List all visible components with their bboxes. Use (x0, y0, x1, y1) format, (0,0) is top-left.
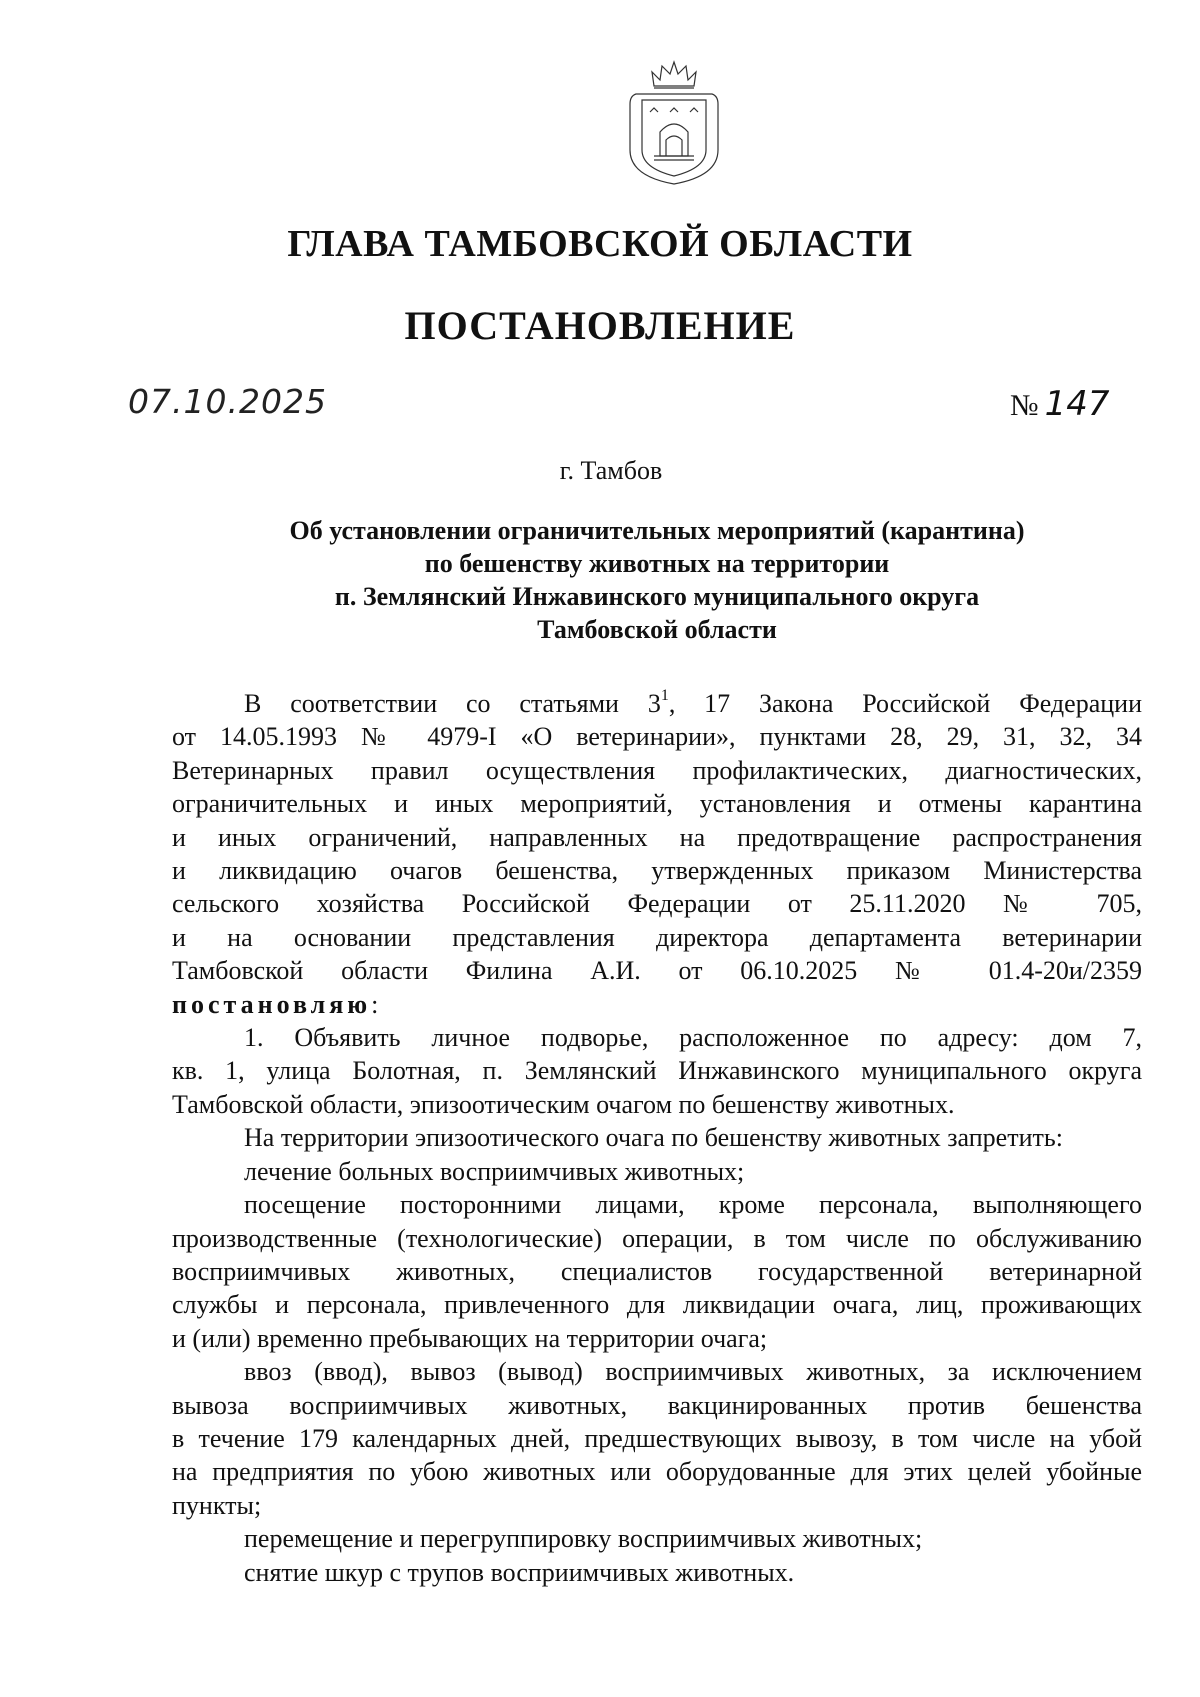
preamble-line: Тамбовской области Филина А.И. от 06.10.2025 № 01.4-20и/2359 (172, 956, 1142, 986)
item-import-line: вывоза восприимчивых животных, вакцинированных против бешенства (172, 1390, 1142, 1420)
preamble-text: , 17 Закона Российской Федерации (668, 689, 1142, 718)
title-line: п. Землянский Инжавинского муниципального округа (334, 582, 980, 611)
prohibit-intro: На территории эпизоотического очага по бешенству животных запретить: (244, 1123, 1063, 1153)
item-import-line: в течение 179 календарных дней, предшествующих вывозу, в том числе на убой (172, 1423, 1142, 1453)
title-line: Тамбовской области (537, 615, 777, 644)
preamble-line: и на основании представления директора департамента ветеринарии (172, 922, 1142, 952)
issuing-authority: ГЛАВА ТАМБОВСКОЙ ОБЛАСТИ (287, 223, 913, 265)
preamble-line: ограничительных и иных мероприятий, установления и отмены карантина (172, 789, 1142, 819)
handwritten-number: 147 (1044, 384, 1110, 424)
preamble-line: и иных ограничений, направленных на предотвращение распространения (172, 822, 1142, 852)
item-move: перемещение и перегруппировку восприимчивых животных; (244, 1524, 923, 1554)
item-import-line: пункты; (172, 1490, 262, 1520)
handwritten-date: 07.10.2025 (128, 382, 327, 421)
decree-word: постановляю (172, 989, 372, 1019)
item-treatment: лечение больных восприимчивых животных; (244, 1156, 745, 1186)
document-type: ПОСТАНОВЛЕНИЕ (404, 303, 796, 348)
document-title (172, 514, 1142, 646)
item-visit-line: производственные (технологические) операции, в том числе по обслуживанию (172, 1223, 1142, 1253)
item-skin: снятие шкур с трупов восприимчивых животных. (244, 1557, 795, 1587)
title-line: по бешенству животных на территории (424, 549, 890, 578)
preamble-line: от 14.05.1993 № 4979-I «О ветеринарии», пунктами 28, 29, 31, 32, 34 (172, 722, 1142, 752)
preamble-first-line (172, 687, 1142, 720)
document-number (1010, 384, 1110, 424)
item-import-line: на предприятия по убою животных или оборудованные для этих целей убойные (172, 1457, 1142, 1487)
item-import-line: ввоз (ввод), вывоз (вывод) восприимчивых животных, за исключением (244, 1357, 1142, 1387)
item-visit-line: посещение посторонними лицами, кроме персонала, выполняющего (244, 1190, 1142, 1220)
preamble-line: и ликвидацию очагов бешенства, утвержденных приказом Министерства (172, 856, 1142, 886)
item-visit-line: восприимчивых животных, специалистов государственной ветеринарной (172, 1256, 1142, 1286)
preamble-text: В соответствии со статьями 3 (244, 689, 661, 718)
point1-line: 1. Объявить личное подворье, расположенное по адресу: дом 7, (244, 1023, 1142, 1053)
decree-colon: : (371, 989, 379, 1019)
city-line: г. Тамбов (559, 456, 663, 485)
item-visit-line: и (или) временно пребывающих на территории очага; (172, 1323, 768, 1353)
document-body (172, 687, 1142, 1589)
preamble-line: сельского хозяйства Российской Федерации от 25.11.2020 № 705, (172, 889, 1142, 919)
item-visit-line: службы и персонала, привлеченного для ликвидации очага, лиц, проживающих (172, 1290, 1142, 1320)
point1-line: Тамбовской области, эпизоотическим очагом по бешенству животных. (172, 1089, 955, 1119)
decree-word-line (172, 988, 1142, 1021)
coat-of-arms-emblem (624, 58, 724, 188)
preamble-line: Ветеринарных правил осуществления профилактических, диагностических, (172, 755, 1142, 785)
number-prefix: № (1010, 389, 1039, 422)
title-line: Об установлении ограничительных мероприятий (карантина) (289, 516, 1025, 545)
point1-line: кв. 1, улица Болотная, п. Землянский Инжавинского муниципального округа (172, 1056, 1142, 1086)
superscript: 1 (660, 687, 669, 705)
